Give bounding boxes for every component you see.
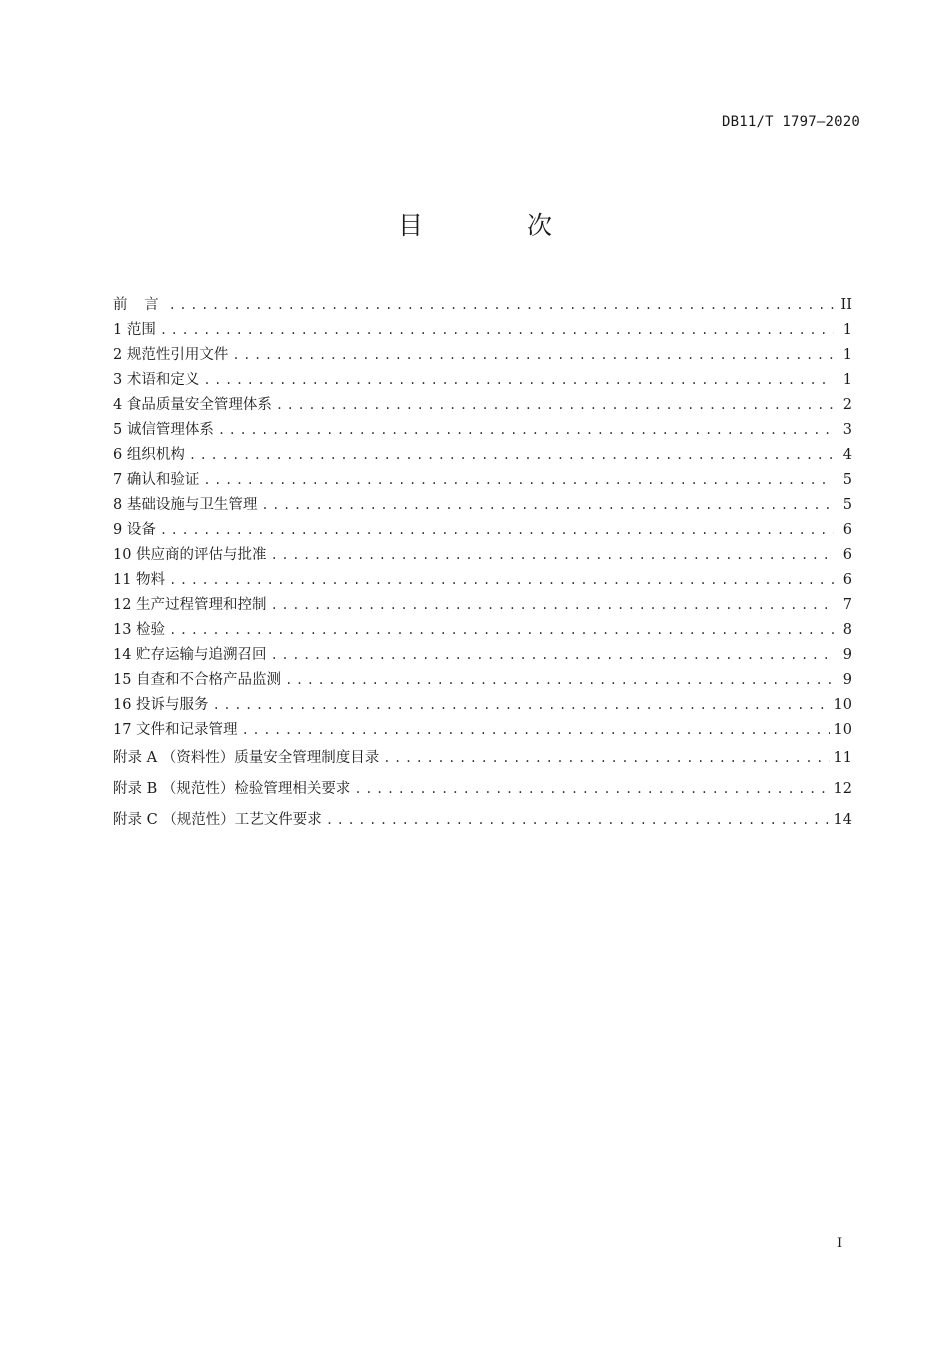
- toc-entry[interactable]: [113, 418, 852, 443]
- toc-entry[interactable]: [113, 443, 852, 468]
- toc-entry[interactable]: [113, 518, 852, 543]
- toc-entry-page: 5: [842, 472, 852, 488]
- toc-leader-dots: [242, 718, 830, 743]
- toc-leader-dots: [160, 318, 834, 343]
- toc-entry-page: 10: [833, 697, 852, 713]
- toc-entry-label: 15 自查和不合格产品监测: [113, 672, 282, 688]
- toc-entry-page: 1: [842, 372, 852, 388]
- toc-leader-dots: [232, 343, 834, 368]
- toc-entry-page: 1: [842, 347, 852, 363]
- toc-entry-label: 前 言: [113, 297, 165, 313]
- toc-entry-label: 14 贮存运输与追溯召回: [113, 647, 267, 663]
- table-of-contents: [113, 286, 852, 836]
- toc-entry-page: 3: [842, 422, 852, 438]
- toc-entry-label: 2 规范性引用文件: [113, 347, 229, 363]
- toc-entry[interactable]: [113, 718, 852, 743]
- toc-leader-dots: [326, 805, 830, 836]
- footer-page-number: I: [837, 1236, 843, 1251]
- toc-entry[interactable]: [113, 568, 852, 593]
- toc-entry-page: 8: [842, 622, 852, 638]
- toc-leader-dots: [271, 593, 834, 618]
- toc-entry-page: 9: [842, 647, 852, 663]
- toc-leader-dots: [189, 443, 834, 468]
- toc-entry[interactable]: [113, 668, 852, 693]
- toc-entry-page: 14: [833, 812, 852, 828]
- toc-appendix-entry[interactable]: [113, 805, 852, 836]
- toc-entry-label: 12 生产过程管理和控制: [113, 597, 267, 613]
- toc-leader-dots: [169, 618, 834, 643]
- toc-entry-label: 8 基础设施与卫生管理: [113, 497, 258, 513]
- toc-leader-dots: [261, 493, 834, 518]
- page-title: 目 次: [398, 211, 600, 240]
- toc-entry-page: 9: [842, 672, 852, 688]
- toc-entry-page: II: [840, 297, 852, 313]
- toc-leader-dots: [213, 693, 830, 718]
- toc-entry-page: 2: [842, 397, 852, 413]
- toc-entry-label: 9 设备: [113, 522, 156, 538]
- toc-entry-label: 6 组织机构: [113, 447, 185, 463]
- toc-entry-label: 1 范围: [113, 322, 156, 338]
- toc-entry[interactable]: [113, 593, 852, 618]
- toc-entry-page: 10: [833, 722, 852, 738]
- toc-entry-page: 4: [842, 447, 852, 463]
- toc-entry-foreword[interactable]: [113, 286, 852, 318]
- toc-entry-page: 5: [842, 497, 852, 513]
- toc-entry-page: 6: [842, 547, 852, 563]
- toc-leader-dots: [354, 774, 829, 805]
- toc-entry[interactable]: [113, 468, 852, 493]
- toc-leader-dots: [218, 418, 834, 443]
- toc-appendix-entry[interactable]: [113, 743, 852, 774]
- toc-entry[interactable]: [113, 493, 852, 518]
- toc-leader-dots: [383, 743, 829, 774]
- toc-entry[interactable]: [113, 343, 852, 368]
- toc-entry-label: 7 确认和验证: [113, 472, 200, 488]
- toc-entry-page: 1: [842, 322, 852, 338]
- toc-entry-label: 附录 B （规范性）检验管理相关要求: [113, 781, 351, 797]
- toc-leader-dots: [276, 393, 834, 418]
- toc-entry-label: 17 文件和记录管理: [113, 722, 238, 738]
- toc-entry-page: 7: [842, 597, 852, 613]
- toc-entry-label: 13 检验: [113, 622, 166, 638]
- toc-entry[interactable]: [113, 618, 852, 643]
- toc-entry[interactable]: [113, 543, 852, 568]
- toc-entry-label: 11 物料: [113, 572, 166, 588]
- toc-entry[interactable]: [113, 368, 852, 393]
- toc-leader-dots: [160, 518, 834, 543]
- toc-entry-page: 11: [833, 750, 852, 766]
- toc-entry-page: 12: [833, 781, 852, 797]
- toc-leader-dots: [203, 468, 834, 493]
- toc-entry-label: 4 食品质量安全管理体系: [113, 397, 272, 413]
- standard-code: DB11/T 1797—2020: [721, 114, 860, 130]
- toc-entry-label: 附录 C （规范性）工艺文件要求: [113, 812, 322, 828]
- toc-entry-label: 16 投诉与服务: [113, 697, 209, 713]
- toc-entry-page: 6: [842, 522, 852, 538]
- toc-entry[interactable]: [113, 693, 852, 718]
- toc-leader-dots: [203, 368, 834, 393]
- toc-entry-label: 3 术语和定义: [113, 372, 200, 388]
- toc-leader-dots: [271, 543, 834, 568]
- toc-entry-label: 10 供应商的评估与批准: [113, 547, 267, 563]
- toc-entry[interactable]: [113, 393, 852, 418]
- toc-entry-label: 5 诚信管理体系: [113, 422, 214, 438]
- toc-appendix-entry[interactable]: [113, 774, 852, 805]
- toc-leader-dots: [271, 643, 834, 668]
- toc-entry[interactable]: [113, 318, 852, 343]
- toc-entry[interactable]: [113, 643, 852, 668]
- toc-leader-dots: [285, 668, 834, 693]
- toc-entry-label: 附录 A （资料性）质量安全管理制度目录: [113, 750, 380, 766]
- toc-entry-page: 6: [842, 572, 852, 588]
- toc-leader-dots: [169, 292, 834, 318]
- toc-leader-dots: [169, 568, 834, 593]
